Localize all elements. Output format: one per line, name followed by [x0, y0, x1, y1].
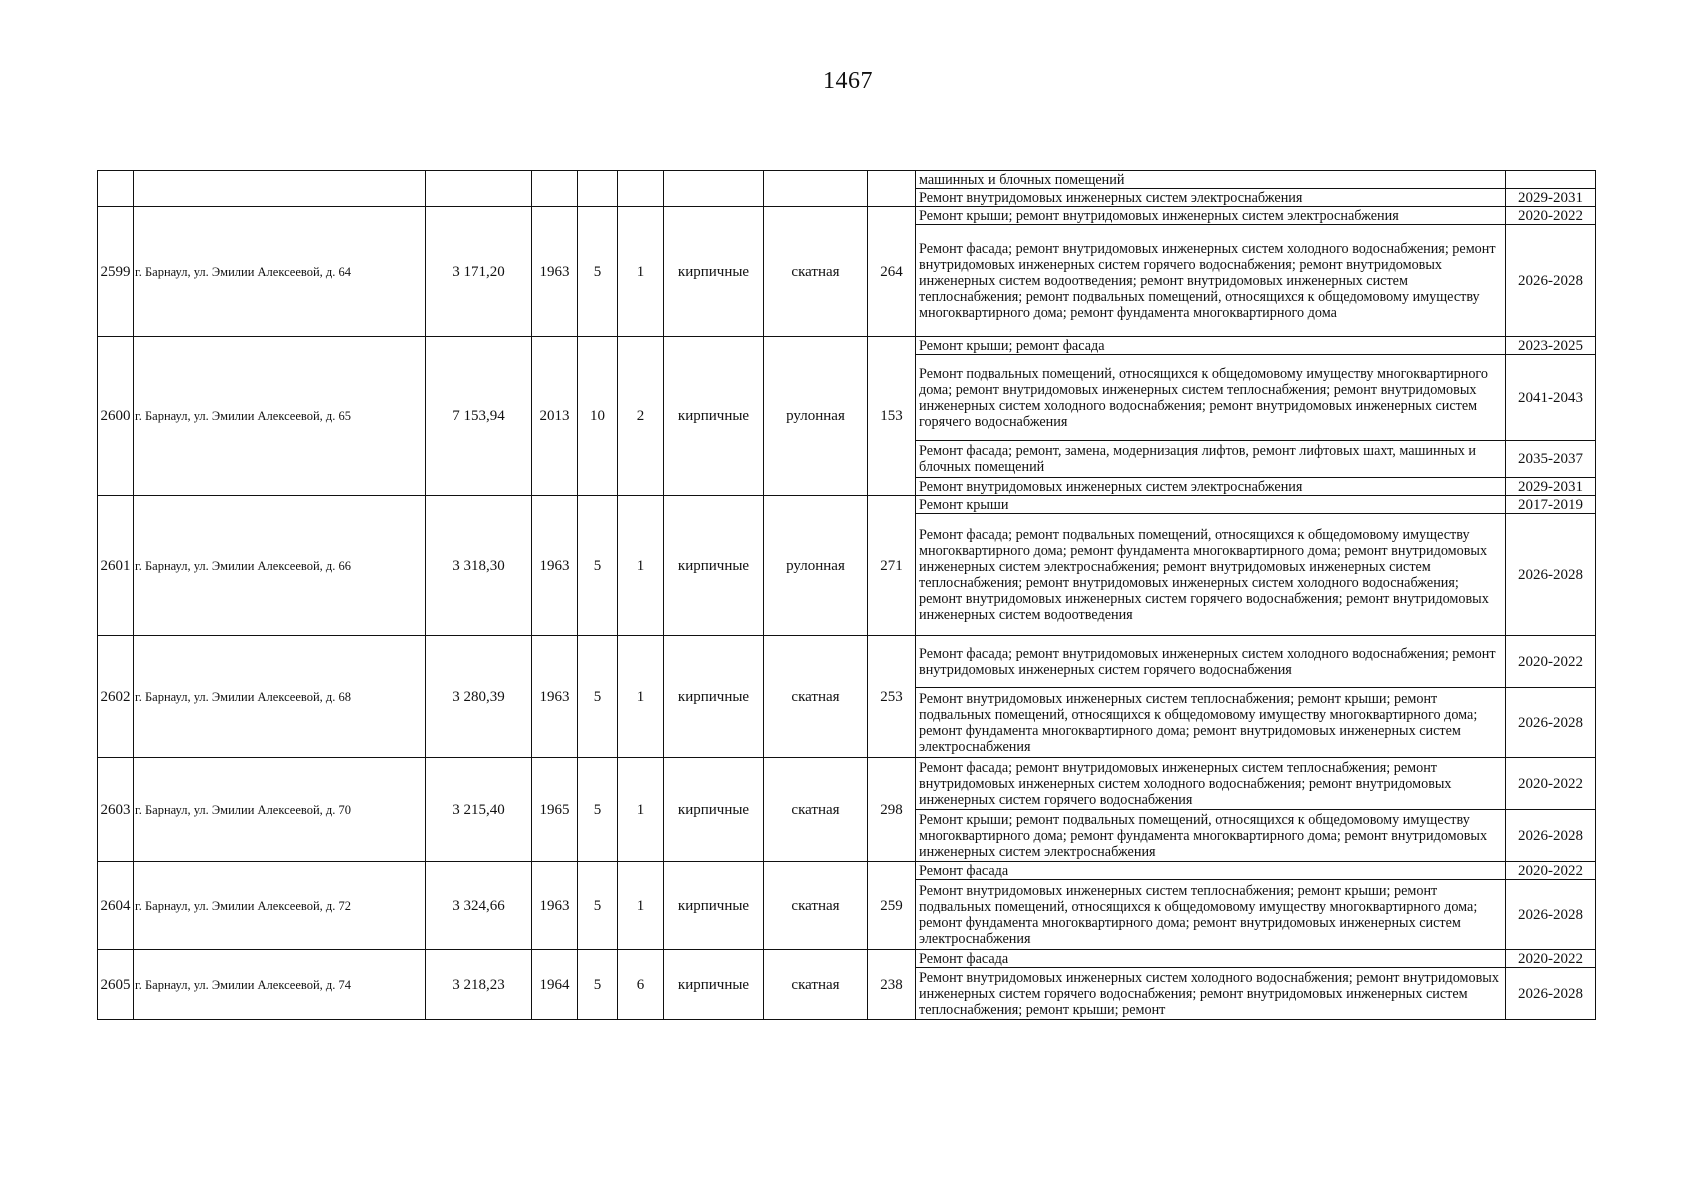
floor-count: 5: [578, 758, 618, 862]
empty-cell: [618, 171, 664, 207]
work-period: 2035-2037: [1506, 441, 1596, 478]
table-row: [98, 337, 1596, 355]
work-description: Ремонт фасада; ремонт подвальных помещений, относящихся к общедомовому имуществу многоквартирного дома; ремонт фундамента многоквартирного дома; ремонт внутридомовых инженерных систем электроснабжения; ремонт внутридомовых инженерных систем теплоснабжения; ремонт внутридомовых инженерных систем холодного водоснабжения; ремонт внутридомовых инженерных систем горячего водоснабжения; ремонт внутридомовых инженерных систем водоотведения: [916, 514, 1506, 636]
house-address: г. Барнаул, ул. Эмилии Алексеевой, д. 72: [134, 862, 426, 950]
entrance-count: 2: [618, 337, 664, 496]
house-number: 2602: [98, 636, 134, 758]
build-year: 1963: [532, 496, 578, 636]
work-period: 2029-2031: [1506, 189, 1596, 207]
work-period: 2020-2022: [1506, 207, 1596, 225]
work-description: Ремонт крыши; ремонт внутридомовых инженерных систем электроснабжения: [916, 207, 1506, 225]
house-number: 2600: [98, 337, 134, 496]
entrance-count: 1: [618, 636, 664, 758]
work-description: Ремонт внутридомовых инженерных систем электроснабжения: [916, 189, 1506, 207]
work-period: 2026-2028: [1506, 688, 1596, 758]
table-row: [98, 862, 1596, 880]
work-period: 2026-2028: [1506, 810, 1596, 862]
empty-cell: [764, 171, 868, 207]
empty-cell: [532, 171, 578, 207]
resident-count: 153: [868, 337, 916, 496]
house-area: 3 280,39: [426, 636, 532, 758]
work-description: Ремонт фасада; ремонт внутридомовых инженерных систем холодного водоснабжения; ремонт внутридомовых инженерных систем горячего водоснабжения: [916, 636, 1506, 688]
build-year: 1964: [532, 950, 578, 1020]
house-area: 3 218,23: [426, 950, 532, 1020]
house-number: 2603: [98, 758, 134, 862]
wall-material: кирпичные: [664, 950, 764, 1020]
house-area: 3 324,66: [426, 862, 532, 950]
work-period: 2020-2022: [1506, 950, 1596, 968]
work-period: 2026-2028: [1506, 514, 1596, 636]
entrance-count: 6: [618, 950, 664, 1020]
table-row: [98, 207, 1596, 225]
house-address: г. Барнаул, ул. Эмилии Алексеевой, д. 68: [134, 636, 426, 758]
house-address: г. Барнаул, ул. Эмилии Алексеевой, д. 66: [134, 496, 426, 636]
work-description: Ремонт фасада; ремонт внутридомовых инженерных систем холодного водоснабжения; ремонт внутридомовых инженерных систем горячего водоснабжения; ремонт внутридомовых инженерных систем водоотведения; ремонт внутридомовых инженерных систем теплоснабжения; ремонт подвальных помещений, относящихся к общедомовому имуществу многоквартирного дома; ремонт фундамента многоквартирного дома: [916, 225, 1506, 337]
roof-type: скатная: [764, 207, 868, 337]
house-area: 3 318,30: [426, 496, 532, 636]
roof-type: скатная: [764, 636, 868, 758]
work-period: 2017-2019: [1506, 496, 1596, 514]
work-period: 2029-2031: [1506, 478, 1596, 496]
house-area: 3 215,40: [426, 758, 532, 862]
build-year: 1963: [532, 862, 578, 950]
house-address: г. Барнаул, ул. Эмилии Алексеевой, д. 74: [134, 950, 426, 1020]
work-period: 2026-2028: [1506, 968, 1596, 1020]
work-period: 2041-2043: [1506, 355, 1596, 441]
floor-count: 5: [578, 862, 618, 950]
work-description: Ремонт крыши: [916, 496, 1506, 514]
work-description: машинных и блочных помещений: [916, 171, 1506, 189]
wall-material: кирпичные: [664, 207, 764, 337]
work-description: Ремонт крыши; ремонт подвальных помещений, относящихся к общедомовому имуществу многоквартирного дома; ремонт фундамента многоквартирного дома; ремонт внутридомовых инженерных систем электроснабжения: [916, 810, 1506, 862]
floor-count: 10: [578, 337, 618, 496]
work-description: Ремонт фасада; ремонт внутридомовых инженерных систем теплоснабжения; ремонт внутридомовых инженерных систем холодного водоснабжения; ремонт внутридомовых инженерных систем горячего водоснабжения: [916, 758, 1506, 810]
work-period: 2020-2022: [1506, 758, 1596, 810]
wall-material: кирпичные: [664, 862, 764, 950]
wall-material: кирпичные: [664, 758, 764, 862]
work-description: Ремонт фасада: [916, 950, 1506, 968]
build-year: 1965: [532, 758, 578, 862]
roof-type: рулонная: [764, 337, 868, 496]
resident-count: 298: [868, 758, 916, 862]
empty-cell: [868, 171, 916, 207]
floor-count: 5: [578, 636, 618, 758]
wall-material: кирпичные: [664, 636, 764, 758]
work-description: Ремонт внутридомовых инженерных систем электроснабжения: [916, 478, 1506, 496]
house-address: г. Барнаул, ул. Эмилии Алексеевой, д. 65: [134, 337, 426, 496]
work-period: 2026-2028: [1506, 880, 1596, 950]
floor-count: 5: [578, 207, 618, 337]
work-description: Ремонт фасада: [916, 862, 1506, 880]
table-body: [98, 171, 1596, 1020]
work-period: [1506, 171, 1596, 189]
house-area: 7 153,94: [426, 337, 532, 496]
empty-cell: [664, 171, 764, 207]
house-number: 2604: [98, 862, 134, 950]
house-address: г. Барнаул, ул. Эмилии Алексеевой, д. 64: [134, 207, 426, 337]
table-row: [98, 950, 1596, 968]
roof-type: скатная: [764, 950, 868, 1020]
resident-count: 259: [868, 862, 916, 950]
house-number: 2605: [98, 950, 134, 1020]
resident-count: 271: [868, 496, 916, 636]
capital-repair-table: [97, 170, 1596, 1020]
build-year: 1963: [532, 207, 578, 337]
empty-cell: [426, 171, 532, 207]
work-description: Ремонт внутридомовых инженерных систем теплоснабжения; ремонт крыши; ремонт подвальных помещений, относящихся к общедомовому имуществу многоквартирного дома; ремонт фундамента многоквартирного дома; ремонт внутридомовых инженерных систем электроснабжения: [916, 688, 1506, 758]
entrance-count: 1: [618, 758, 664, 862]
table-row: [98, 496, 1596, 514]
page-number: 1467: [823, 68, 873, 94]
house-number: 2599: [98, 207, 134, 337]
resident-count: 264: [868, 207, 916, 337]
roof-type: рулонная: [764, 496, 868, 636]
roof-type: скатная: [764, 862, 868, 950]
empty-cell: [578, 171, 618, 207]
wall-material: кирпичные: [664, 496, 764, 636]
work-description: Ремонт фасада; ремонт, замена, модернизация лифтов, ремонт лифтовых шахт, машинных и блочных помещений: [916, 441, 1506, 478]
entrance-count: 1: [618, 207, 664, 337]
house-number: 2601: [98, 496, 134, 636]
work-period: 2026-2028: [1506, 225, 1596, 337]
work-description: Ремонт внутридомовых инженерных систем теплоснабжения; ремонт крыши; ремонт подвальных помещений, относящихся к общедомовому имуществу многоквартирного дома; ремонт фундамента многоквартирного дома; ремонт внутридомовых инженерных систем электроснабжения: [916, 880, 1506, 950]
build-year: 2013: [532, 337, 578, 496]
table-row: [98, 758, 1596, 810]
work-description: Ремонт внутридомовых инженерных систем холодного водоснабжения; ремонт внутридомовых инженерных систем горячего водоснабжения; ремонт внутридомовых инженерных систем теплоснабжения; ремонт крыши; ремонт: [916, 968, 1506, 1020]
house-address: г. Барнаул, ул. Эмилии Алексеевой, д. 70: [134, 758, 426, 862]
work-description: Ремонт крыши; ремонт фасада: [916, 337, 1506, 355]
entrance-count: 1: [618, 496, 664, 636]
wall-material: кирпичные: [664, 337, 764, 496]
work-period: 2023-2025: [1506, 337, 1596, 355]
table-row: [98, 171, 1596, 189]
resident-count: 238: [868, 950, 916, 1020]
work-description: Ремонт подвальных помещений, относящихся к общедомовому имуществу многоквартирного дома; ремонт внутридомовых инженерных систем теплоснабжения; ремонт внутридомовых инженерных систем холодного водоснабжения; ремонт внутридомовых инженерных систем горячего водоснабжения: [916, 355, 1506, 441]
table-row: [98, 636, 1596, 688]
floor-count: 5: [578, 496, 618, 636]
work-period: 2020-2022: [1506, 636, 1596, 688]
build-year: 1963: [532, 636, 578, 758]
empty-cell: [134, 171, 426, 207]
work-period: 2020-2022: [1506, 862, 1596, 880]
house-area: 3 171,20: [426, 207, 532, 337]
empty-cell: [98, 171, 134, 207]
entrance-count: 1: [618, 862, 664, 950]
roof-type: скатная: [764, 758, 868, 862]
floor-count: 5: [578, 950, 618, 1020]
resident-count: 253: [868, 636, 916, 758]
